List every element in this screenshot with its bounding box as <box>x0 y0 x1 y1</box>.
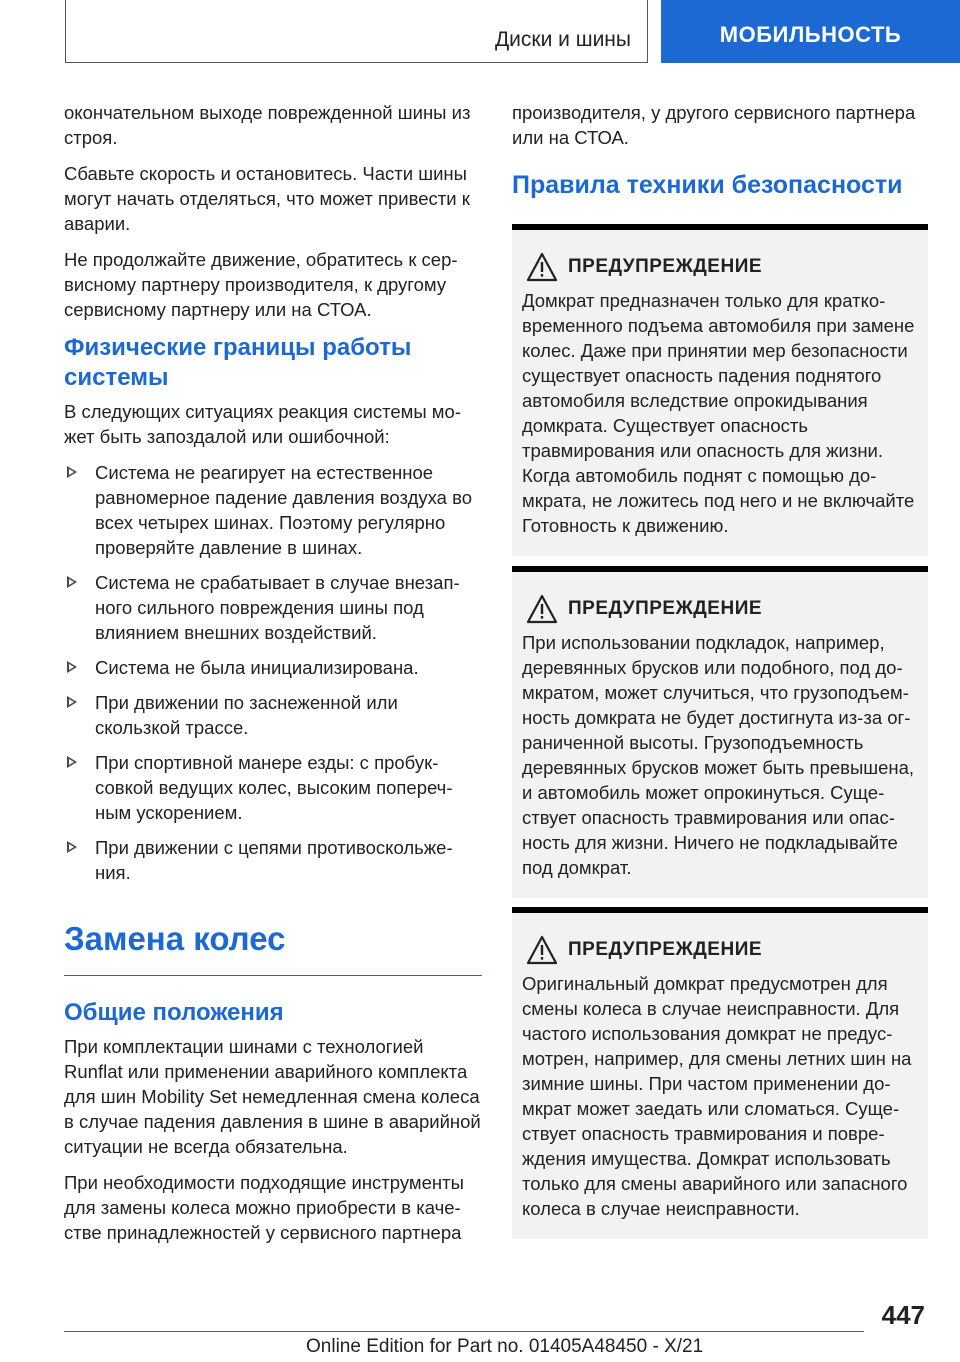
warning-header <box>522 252 918 282</box>
warning-text: Домкрат предназначен только для кратковременного подъема автомобиля при замене колес. Даже при принятии мер безопасности существует опасность падения поднятого автомобиля вследствие опрокидывания домкрата. Существует опасность травмирования или опасность для жизни. Когда автомобиль поднят с помощью домкрата, не ложитесь под него и не включайте Готовность к движению. <box>522 290 915 536</box>
paragraph: При необходимости подходящие инструменты для замены колеса можно приобрести в качестве принадлежностей у сервисного партнера <box>64 1172 464 1243</box>
warning-box <box>512 907 928 1239</box>
list-item: Система не реагирует на естественное равномерное падение давления воздуха во всех четырех шинах. Поэтому регулярно проверяйте давление в шинах. <box>64 460 482 560</box>
bullet-triangle-icon <box>67 661 77 673</box>
heading-safety-rules: Правила техники безопасности <box>512 171 903 199</box>
right-column <box>512 100 928 222</box>
list-item: При спортивной манере езды: с пробуксовкой ведущих колес, высоким поперечным ускорением. <box>64 750 482 825</box>
section-title: Диски и шины <box>494 28 631 51</box>
list-item: При движении по заснеженной или скользкой трассе. <box>64 690 482 740</box>
chapter-tab[interactable] <box>661 0 960 63</box>
heading-wheel-change: Замена колес <box>64 919 482 976</box>
warning-triangle-icon <box>526 935 558 965</box>
bullet-triangle-icon <box>67 756 77 768</box>
bullet-triangle-icon <box>67 696 77 708</box>
chapter-title: МОБИЛЬНОСТЬ <box>719 21 902 47</box>
bullet-triangle-icon <box>67 466 77 478</box>
footer-divider <box>64 1331 864 1332</box>
warning-text: При использовании подкладок, например, деревянных брусков или подобного, под домкратом, может случиться, что грузоподъемность домкрата не будет достигнута из-за ограниченной высоты. Грузоподъемность деревянных брусков может быть превышена, и автомобиль может опрокинуться. Существует опасность травмирования или опасность для жизни. Ничего не подкладывайте под домкрат. <box>522 632 915 878</box>
list-item: При движении с цепями противоскольжения. <box>64 835 482 885</box>
paragraph: Сбавьте скорость и остановитесь. Части шины могут начать отделяться, что может привести к аварии. <box>64 163 470 234</box>
bullet-triangle-icon <box>67 576 77 588</box>
main-heading-wrap <box>64 919 482 976</box>
heading-general: Общие положения <box>64 999 284 1026</box>
warning-title: ПРЕДУПРЕЖДЕНИЕ <box>568 939 763 960</box>
warning-header <box>522 594 918 624</box>
warning-text: Оригинальный домкрат предусмотрен для смены колеса в случае неисправности. Для частого использования домкрат не предусмотрен, например, для смены летних шин на зимние шины. При частом применении домкрат может заедать или сломаться. Существует опасность травмирования и повреждения имущества. Домкрат использовать только для смены аварийного или запасного колеса в случае неисправности. <box>522 973 912 1219</box>
list-item: Система не была инициализирована. <box>64 655 482 680</box>
heading-system-limits: Физические границы работы системы <box>64 334 412 391</box>
header-section-box <box>65 0 648 63</box>
paragraph: Не продолжайте движение, обратитесь к сервисному партнеру производителя, к другому сервисному партнеру или на СТОА. <box>64 249 458 320</box>
footer-edition-text: Online Edition for Part no. 01405A48450 - X/21 <box>306 1336 704 1357</box>
bullet-triangle-icon <box>67 841 77 853</box>
paragraph: В следующих ситуациях реакция системы может быть запоздалой или ошибочной: <box>64 401 461 447</box>
limits-list <box>64 460 482 885</box>
left-column <box>64 100 482 1256</box>
warning-box <box>512 566 928 898</box>
paragraph: окончательном выходе поврежденной шины из строя. <box>64 102 471 148</box>
warning-title: ПРЕДУПРЕЖДЕНИЕ <box>568 256 763 277</box>
warning-title: ПРЕДУПРЕЖДЕНИЕ <box>568 598 763 619</box>
page-number: 447 <box>881 1300 925 1330</box>
warning-box <box>512 224 928 556</box>
warning-triangle-icon <box>526 252 558 282</box>
warning-header <box>522 935 918 965</box>
paragraph: При комплектации шинами с технологией Runflat или применении аварийного комплекта для шин Mobility Set немедленная смена колеса в случае падения давления в шине в аварийной ситуации не всегда обязательна. <box>64 1036 481 1157</box>
paragraph: производителя, у другого сервисного партнера или на СТОА. <box>512 102 916 148</box>
list-item: Система не срабатывает в случае внезапного сильного повреждения шины под влиянием внешних воздействий. <box>64 570 482 645</box>
warning-triangle-icon <box>526 594 558 624</box>
